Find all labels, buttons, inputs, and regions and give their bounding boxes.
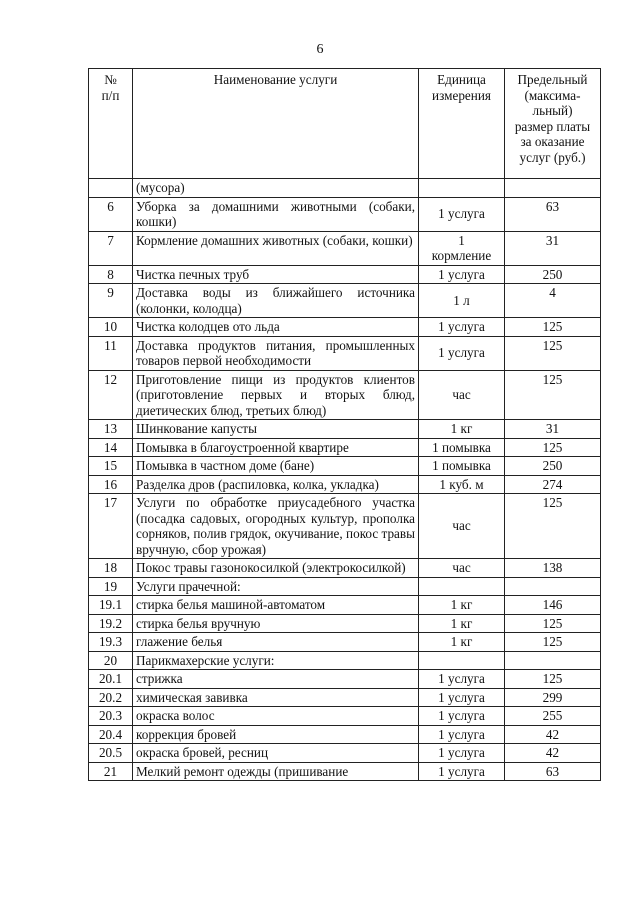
cell-unit: 1 куб. м [419,475,505,494]
cell-max-fee: 125 [505,494,601,559]
cell-service-name: Кормление домашних животных (собаки, кошки) [133,231,419,265]
cell-max-fee: 31 [505,420,601,439]
cell-unit: 1 кг [419,420,505,439]
cell-unit [419,179,505,198]
cell-service-name: химическая завивка [133,688,419,707]
cell-max-fee: 125 [505,614,601,633]
table-row [89,475,601,494]
cell-service-name: Парикмахерские услуги: [133,651,419,670]
cell-max-fee: 63 [505,762,601,781]
cell-max-fee: 42 [505,725,601,744]
cell-service-name: Приготовление пищи из продуктов клиентов (приготовление первых и вторых блюд, диетических блюд, третьих блюд) [133,370,419,420]
cell-max-fee: 125 [505,670,601,689]
cell-number [89,179,133,198]
cell-service-name: Разделка дров (распиловка, колка, укладка) [133,475,419,494]
cell-max-fee: 125 [505,438,601,457]
cell-max-fee: 255 [505,707,601,726]
cell-unit [419,651,505,670]
table-row [89,370,601,420]
cell-unit: час [419,494,505,559]
cell-number: 7 [89,231,133,265]
cell-number: 19.3 [89,633,133,652]
table-row [89,596,601,615]
cell-number: 16 [89,475,133,494]
cell-number: 15 [89,457,133,476]
table-row [89,707,601,726]
cell-service-name: Доставка воды из ближайшего источника (колонки, колодца) [133,284,419,318]
table-row [89,284,601,318]
cell-max-fee: 138 [505,559,601,578]
cell-unit: 1 кормление [419,231,505,265]
table-row [89,725,601,744]
cell-service-name: глажение белья [133,633,419,652]
cell-service-name: окраска волос [133,707,419,726]
cell-number: 21 [89,762,133,781]
cell-max-fee: 42 [505,744,601,763]
table-row [89,651,601,670]
cell-service-name: стирка белья машиной-автоматом [133,596,419,615]
cell-number: 12 [89,370,133,420]
cell-max-fee: 250 [505,457,601,476]
cell-unit: 1 услуга [419,688,505,707]
cell-number: 13 [89,420,133,439]
cell-number: 19.2 [89,614,133,633]
cell-service-name: Чистка печных труб [133,265,419,284]
cell-max-fee: 31 [505,231,601,265]
table-row [89,577,601,596]
table-header-row [89,69,601,179]
cell-number: 9 [89,284,133,318]
cell-number: 10 [89,318,133,337]
cell-unit: 1 услуга [419,744,505,763]
table-row [89,670,601,689]
cell-unit: 1 услуга [419,707,505,726]
cell-number: 20.4 [89,725,133,744]
cell-max-fee: 63 [505,197,601,231]
cell-service-name: окраска бровей, ресниц [133,744,419,763]
table-row [89,762,601,781]
cell-number: 6 [89,197,133,231]
cell-service-name: стрижка [133,670,419,689]
cell-number: 14 [89,438,133,457]
cell-number: 20.1 [89,670,133,689]
cell-max-fee [505,179,601,198]
cell-max-fee: 125 [505,370,601,420]
cell-unit: 1 л [419,284,505,318]
header-unit: Единица измерения [419,69,505,179]
table-row [89,438,601,457]
cell-service-name: Шинкование капусты [133,420,419,439]
cell-unit: 1 кг [419,633,505,652]
cell-unit: 1 кг [419,596,505,615]
header-max-fee: Предельный (максима- льный) размер платы за оказание услуг (руб.) [505,69,601,179]
cell-max-fee: 125 [505,336,601,370]
cell-service-name: Доставка продуктов питания, промышленных товаров первой необходимости [133,336,419,370]
cell-unit: час [419,370,505,420]
cell-unit: 1 услуга [419,336,505,370]
table-row [89,559,601,578]
cell-service-name: Мелкий ремонт одежды (пришивание [133,762,419,781]
cell-number: 20.3 [89,707,133,726]
cell-unit: 1 помывка [419,438,505,457]
table-row [89,197,601,231]
cell-service-name: Покос травы газонокосилкой (электрокосилкой) [133,559,419,578]
cell-unit: 1 услуга [419,265,505,284]
table-row [89,633,601,652]
cell-number: 18 [89,559,133,578]
cell-service-name: Услуги прачечной: [133,577,419,596]
cell-service-name: Уборка за домашними животными (собаки, кошки) [133,197,419,231]
cell-unit: 1 услуга [419,725,505,744]
cell-number: 11 [89,336,133,370]
header-number: № п/п [89,69,133,179]
service-fee-table [88,68,601,781]
table-row [89,265,601,284]
cell-max-fee: 146 [505,596,601,615]
cell-service-name: Чистка колодцев ото льда [133,318,419,337]
cell-number: 20.5 [89,744,133,763]
cell-number: 17 [89,494,133,559]
header-service-name: Наименование услуги [133,69,419,179]
cell-unit: час [419,559,505,578]
cell-max-fee [505,651,601,670]
cell-max-fee: 299 [505,688,601,707]
cell-number: 8 [89,265,133,284]
cell-service-name: стирка белья вручную [133,614,419,633]
table-row [89,494,601,559]
cell-unit: 1 кг [419,614,505,633]
cell-max-fee: 4 [505,284,601,318]
cell-number: 20.2 [89,688,133,707]
cell-service-name: Помывка в благоустроенной квартире [133,438,419,457]
table-row [89,688,601,707]
cell-number: 19.1 [89,596,133,615]
cell-service-name: Услуги по обработке приусадебного участка (посадка садовых, огородных культур, прополка сорняков, полив грядок, окучивание, покос травы вручную, сбор урожая) [133,494,419,559]
cell-unit [419,577,505,596]
cell-max-fee [505,577,601,596]
cell-service-name: Помывка в частном доме (бане) [133,457,419,476]
cell-max-fee: 274 [505,475,601,494]
cell-unit: 1 услуга [419,197,505,231]
page-number: 6 [316,42,324,57]
cell-service-name: (мусора) [133,179,419,198]
cell-unit: 1 услуга [419,762,505,781]
table-row [89,336,601,370]
cell-number: 19 [89,577,133,596]
table-row [89,318,601,337]
cell-service-name: коррекция бровей [133,725,419,744]
cell-max-fee: 125 [505,318,601,337]
table-row [89,420,601,439]
cell-unit: 1 услуга [419,318,505,337]
table-row [89,744,601,763]
cell-unit: 1 услуга [419,670,505,689]
cell-max-fee: 250 [505,265,601,284]
cell-max-fee: 125 [505,633,601,652]
table-row [89,231,601,265]
table-row [89,614,601,633]
cell-number: 20 [89,651,133,670]
table-row [89,457,601,476]
cell-unit: 1 помывка [419,457,505,476]
table-row [89,179,601,198]
